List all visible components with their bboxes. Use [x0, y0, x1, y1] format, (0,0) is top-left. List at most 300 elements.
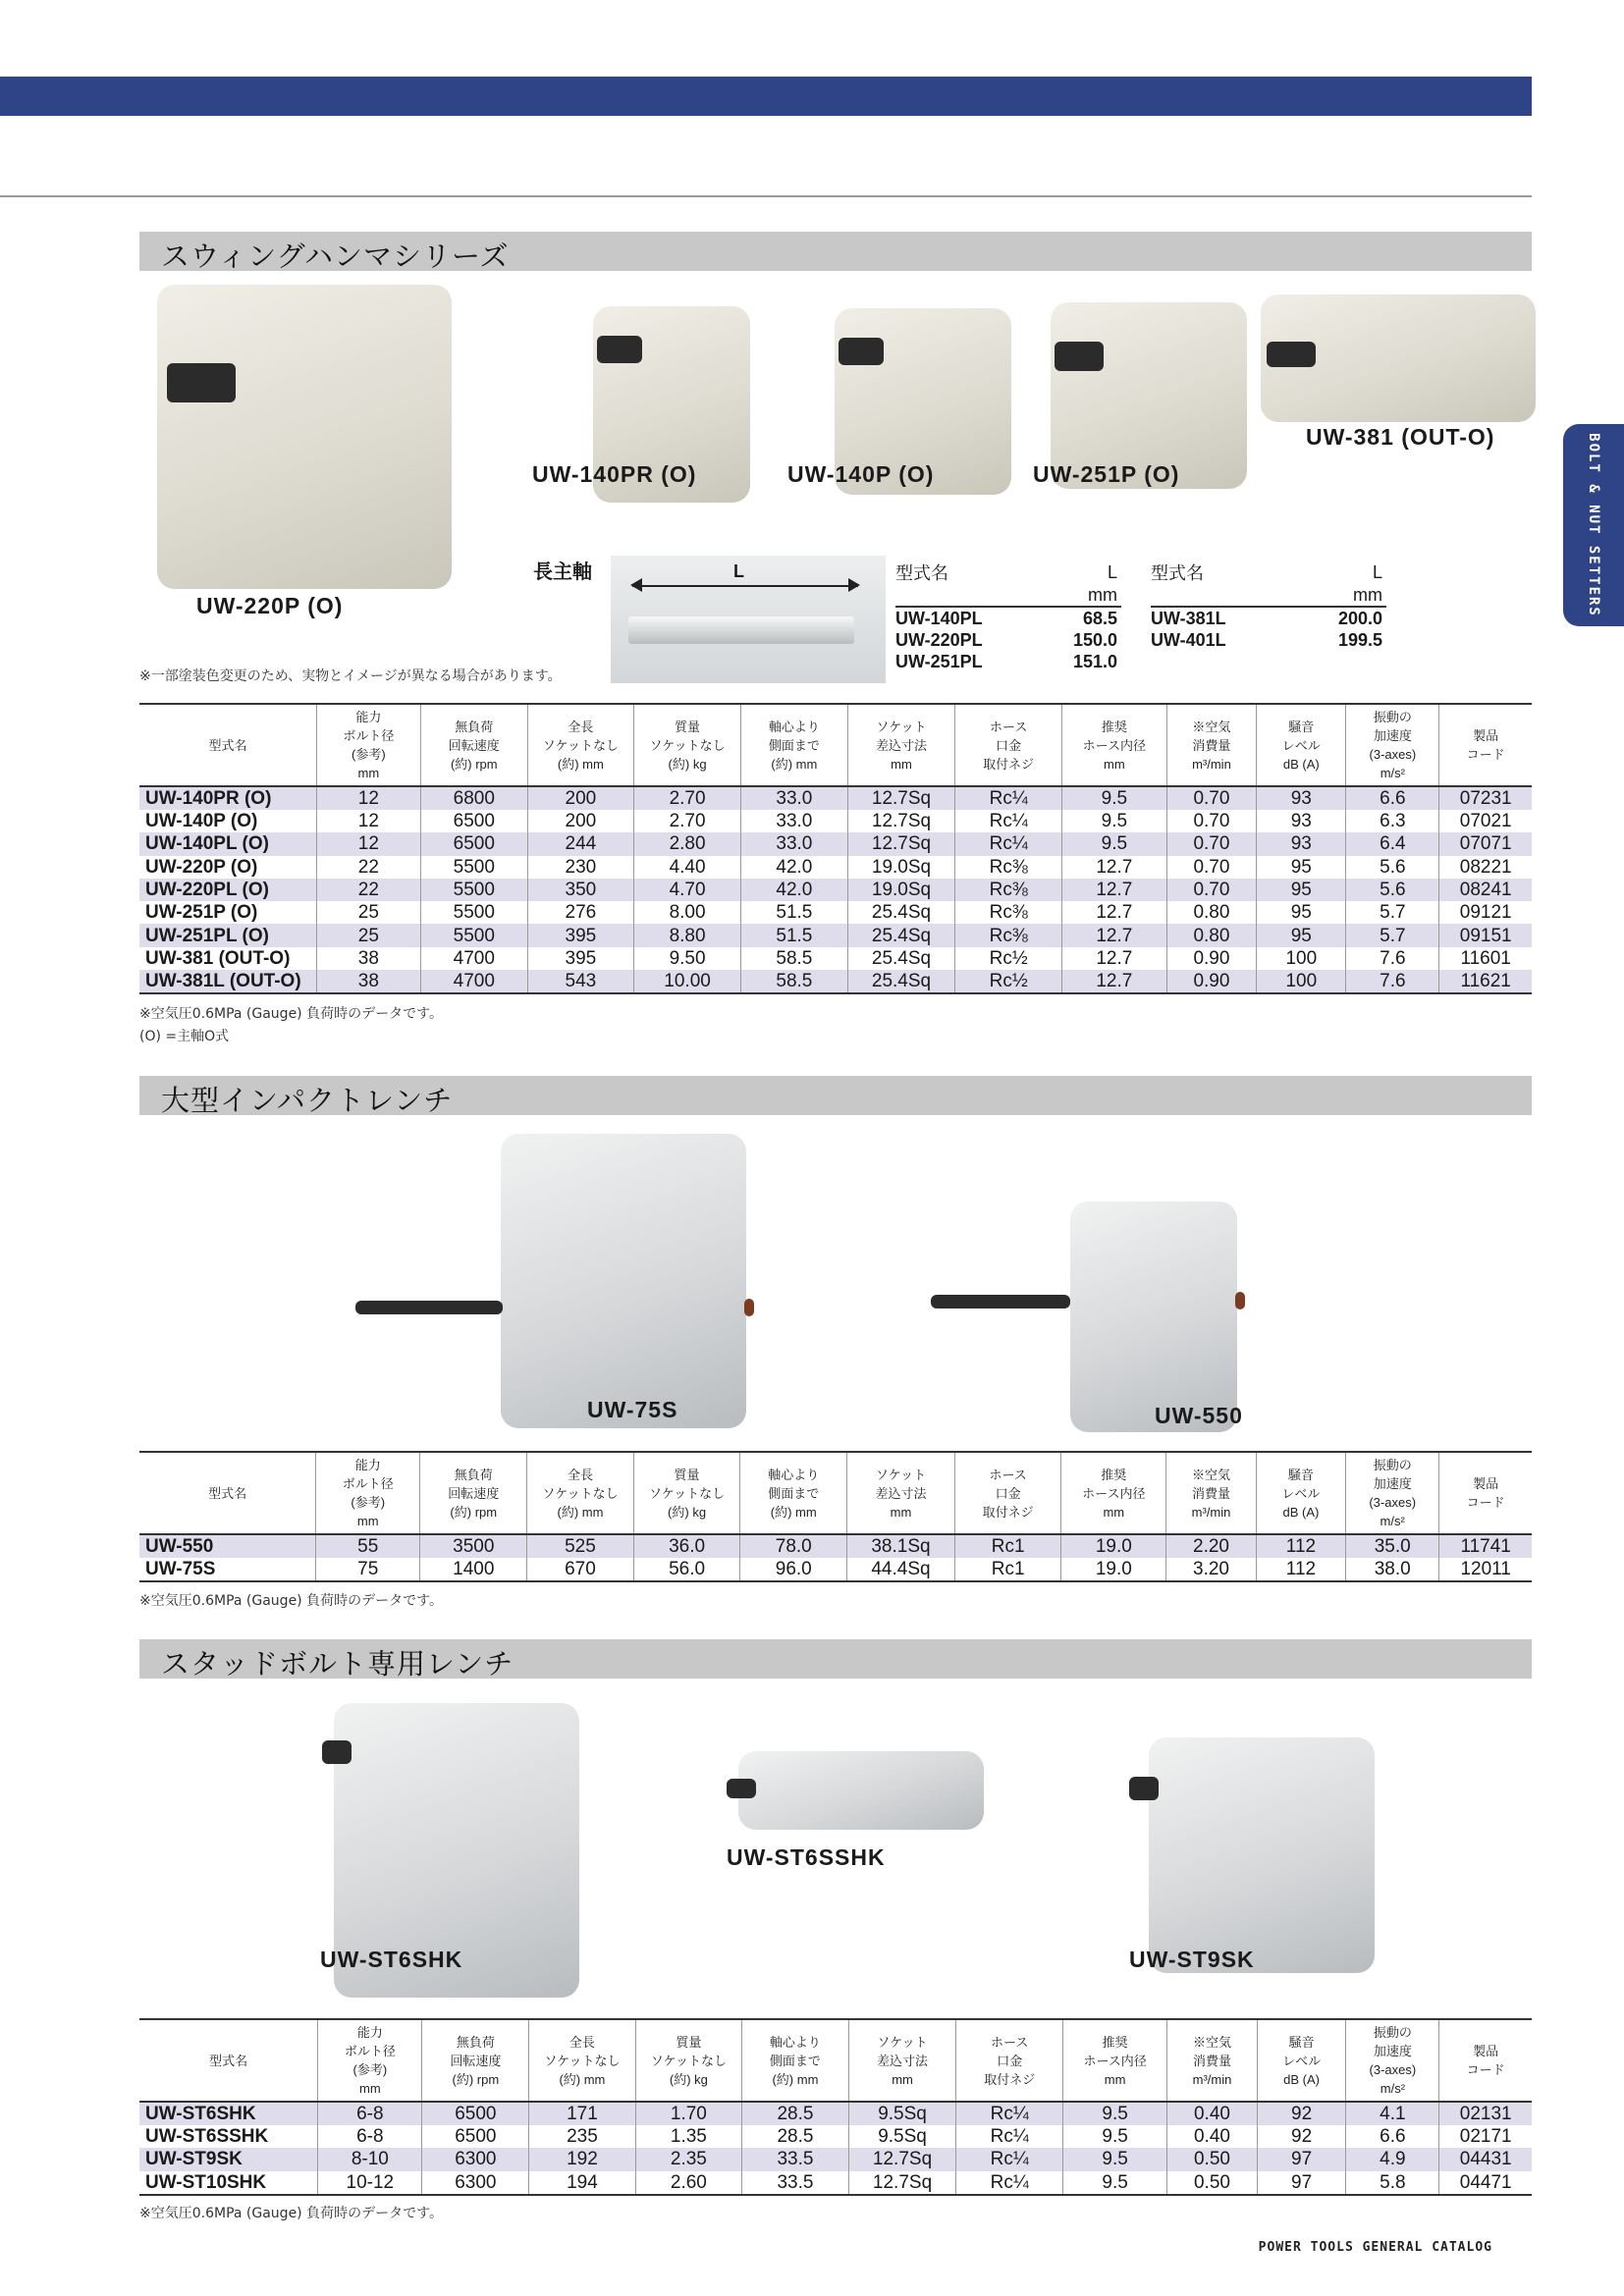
table-cell-code: 07021: [1439, 810, 1532, 832]
column-header-bolt: [316, 1452, 420, 1534]
table-cell-noise: 93: [1257, 832, 1346, 855]
table-cell-speed: 5500: [420, 879, 527, 901]
column-header-line: レベル: [1282, 2053, 1322, 2068]
column-header-line: m³/min: [1192, 756, 1231, 772]
table-cell-socket: 12.7Sq: [847, 832, 955, 855]
table-cell-side: 42.0: [741, 856, 848, 879]
table-cell-hose-inner: 12.7: [1062, 947, 1167, 970]
table-cell-side: 33.0: [741, 832, 848, 855]
table-cell-length: 244: [527, 832, 633, 855]
table-cell-bolt: 22: [316, 856, 420, 879]
column-header-line: 回転速度: [450, 2053, 502, 2068]
column-header-line: 全長: [568, 719, 594, 734]
column-header-line: ソケットなし: [648, 1485, 726, 1501]
column-header-line: (約) rpm: [450, 1504, 498, 1520]
table-note: ※空気圧0.6MPa (Gauge) 負荷時のデータです。: [139, 2206, 443, 2221]
long-col-unit: mm: [1088, 585, 1117, 605]
table-cell-socket: 9.5Sq: [848, 2125, 956, 2148]
column-header-line: 軸心より: [769, 2034, 821, 2050]
long-axis-length: 151.0: [1072, 652, 1117, 671]
table-cell-side: 28.5: [742, 2125, 849, 2148]
table-cell-air: 0.80: [1166, 924, 1257, 946]
column-header-line: (参考): [352, 2062, 388, 2077]
image-note: ※一部塗装色変更のため、実物とイメージが異なる場合があります。: [139, 668, 562, 684]
column-header-model: 型式名: [139, 2019, 318, 2102]
product-label-uw-st9sk: UW-ST9SK: [1129, 1947, 1255, 1972]
column-header-line: mm: [359, 2081, 381, 2096]
table-cell-code: 08221: [1439, 856, 1532, 879]
table-cell-bolt: 38: [316, 970, 420, 993]
column-header-line: 回転速度: [448, 737, 500, 753]
table-cell-weight: 9.50: [634, 947, 741, 970]
column-header-speed: [422, 2019, 529, 2102]
table-cell-vibration: 7.6: [1346, 947, 1439, 970]
table-cell-hose-inner: 12.7: [1062, 970, 1167, 993]
column-header-line: 無負荷: [456, 2034, 495, 2050]
table-cell-socket: 12.7Sq: [847, 810, 955, 832]
table-cell-weight: 4.40: [634, 856, 741, 879]
table-cell-side: 33.5: [742, 2171, 849, 2195]
table-cell-side: 33.0: [741, 810, 848, 832]
column-header-line: 軸心より: [768, 1467, 820, 1482]
table-cell-bolt: 10-12: [318, 2171, 422, 2195]
long-col-model: 型式名: [1151, 563, 1204, 583]
column-header-line: 側面まで: [768, 737, 820, 753]
column-header-line: mm: [891, 756, 912, 772]
long-axis-model: UW-401L: [1151, 630, 1226, 650]
column-header-line: ※空気: [1192, 2034, 1231, 2050]
column-header-line: m³/min: [1192, 2071, 1232, 2087]
table-row: [139, 2102, 1532, 2125]
table-cell-hose: Rc⅜: [955, 856, 1062, 879]
table-cell-side: 78.0: [740, 1534, 847, 1558]
long-axis-length: 200.0: [1294, 607, 1386, 629]
column-header-code: [1439, 2019, 1532, 2102]
table-cell-noise: 100: [1257, 970, 1346, 993]
product-label-uw-140p: UW-140P (O): [787, 461, 935, 487]
table-cell-air: 0.90: [1166, 970, 1257, 993]
column-header-line: (約) mm: [557, 756, 604, 772]
table-row: [139, 810, 1532, 832]
column-header-line: mm: [892, 2071, 913, 2087]
column-header-line: レベル: [1281, 1485, 1321, 1501]
table-cell-weight: 2.80: [634, 832, 741, 855]
long-col-model: 型式名: [895, 563, 948, 583]
table-cell-length: 543: [527, 970, 633, 993]
table-cell-socket: 19.0Sq: [847, 879, 955, 901]
long-axis-length: 150.0: [1072, 630, 1117, 650]
long-axis-row: [895, 651, 1121, 672]
table-cell-code: 09151: [1439, 924, 1532, 946]
table-cell-speed: 6300: [422, 2148, 529, 2170]
column-header-socket: [848, 2019, 956, 2102]
column-header-weight: [635, 2019, 742, 2102]
table-cell-hose-inner: 19.0: [1061, 1534, 1166, 1558]
table-cell-model: UW-550: [139, 1534, 316, 1558]
table-cell-bolt: 38: [316, 947, 420, 970]
table-cell-speed: 4700: [420, 947, 527, 970]
table-row: [139, 1558, 1532, 1581]
table-cell-air: 0.70: [1166, 879, 1257, 901]
column-header-line: コード: [1466, 2062, 1505, 2077]
table-cell-hose: Rc¼: [955, 810, 1062, 832]
table-cell-noise: 100: [1257, 947, 1346, 970]
table-cell-hose: Rc⅜: [955, 879, 1062, 901]
table-cell-bolt: 12: [316, 832, 420, 855]
column-header-line: (約) rpm: [452, 2071, 500, 2087]
table-cell-hose: Rc¼: [955, 832, 1062, 855]
footer-catalog-title: POWER TOOLS GENERAL CATALOG: [1258, 2240, 1492, 2255]
table-cell-length: 395: [527, 924, 633, 946]
column-header-line: 推奨: [1101, 1467, 1127, 1482]
table-cell-vibration: 38.0: [1346, 1558, 1439, 1581]
column-header-length: [527, 704, 633, 786]
table-cell-air: 0.70: [1166, 832, 1257, 855]
column-header-line: 消費量: [1192, 1485, 1231, 1501]
column-header-vibration: [1346, 1452, 1439, 1534]
table-cell-hose-inner: 19.0: [1061, 1558, 1166, 1581]
table-cell-hose: Rc¼: [955, 786, 1062, 810]
table-cell-hose: Rc½: [955, 970, 1062, 993]
column-header-line: 軸心より: [768, 719, 820, 734]
table-row: [139, 786, 1532, 810]
column-header-line: 側面まで: [768, 1485, 820, 1501]
column-header-line: (約) kg: [669, 2071, 708, 2087]
table-cell-side: 51.5: [741, 924, 848, 946]
table-cell-hose: Rc⅜: [955, 901, 1062, 924]
column-header-line: 全長: [568, 2034, 595, 2050]
table-cell-bolt: 6-8: [318, 2125, 422, 2148]
header-bar: [0, 77, 1532, 116]
table-cell-code: 12011: [1439, 1558, 1532, 1581]
column-header-line: ボルト径: [344, 2044, 396, 2058]
column-header-line: 質量: [675, 719, 701, 734]
table-cell-air: 0.40: [1167, 2102, 1258, 2125]
product-label-uw-st6shk: UW-ST6SHK: [320, 1947, 463, 1972]
table-cell-socket: 9.5Sq: [848, 2102, 956, 2125]
column-header-line: 推奨: [1101, 719, 1127, 734]
table-cell-air: 0.50: [1167, 2171, 1258, 2195]
table-cell-hose: Rc1: [954, 1558, 1061, 1581]
table-cell-bolt: 22: [316, 879, 420, 901]
product-photo-uw-381: [1261, 294, 1536, 422]
table-cell-socket: 25.4Sq: [847, 924, 955, 946]
column-header-hose-inner: [1062, 704, 1167, 786]
table-cell-hose: Rc1: [954, 1534, 1061, 1558]
table-cell-hose: Rc¼: [956, 2102, 1063, 2125]
column-header-line: 消費量: [1192, 737, 1231, 753]
long-axis-title: 長主軸: [533, 560, 592, 583]
column-header-line: mm: [356, 1514, 379, 1528]
table-cell-vibration: 5.6: [1346, 879, 1439, 901]
table-cell-hose: Rc⅜: [955, 924, 1062, 946]
column-header-side: [740, 1452, 847, 1534]
column-header-line: 口金: [996, 737, 1022, 753]
column-header-model: 型式名: [139, 1452, 316, 1534]
column-header-line: (約) mm: [772, 2071, 819, 2087]
section-header-swing-hammer: [139, 232, 1532, 271]
table-cell-hose-inner: 9.5: [1063, 2102, 1167, 2125]
column-header-line: 能力: [355, 710, 382, 724]
column-header-line: 質量: [676, 2034, 702, 2050]
table-cell-bolt: 12: [316, 786, 420, 810]
table-cell-socket: 12.7Sq: [847, 786, 955, 810]
column-header-line: コード: [1466, 1495, 1505, 1510]
column-header-code: [1439, 704, 1532, 786]
column-header-line: ボルト径: [343, 728, 395, 743]
column-header-line: 消費量: [1192, 2053, 1231, 2068]
column-header-line: ホース内径: [1082, 737, 1147, 753]
table-row: [139, 970, 1532, 993]
table-cell-length: 230: [527, 856, 633, 879]
table-cell-noise: 112: [1256, 1534, 1345, 1558]
column-header-line: 無負荷: [455, 719, 494, 734]
column-header-line: (参考): [352, 747, 386, 762]
column-header-line: ソケットなし: [650, 2053, 727, 2068]
table-cell-noise: 92: [1257, 2102, 1346, 2125]
table-cell-length: 350: [527, 879, 633, 901]
column-header-air: [1167, 2019, 1258, 2102]
column-header-line: ※空気: [1192, 719, 1231, 734]
column-header-hose: [954, 1452, 1061, 1534]
column-header-line: 製品: [1473, 728, 1499, 743]
table-cell-hose-inner: 9.5: [1062, 832, 1167, 855]
table-cell-vibration: 6.4: [1346, 832, 1439, 855]
column-header-hose-inner: [1063, 2019, 1167, 2102]
table-cell-noise: 95: [1257, 924, 1346, 946]
column-header-side: [742, 2019, 849, 2102]
column-header-line: 質量: [674, 1467, 700, 1482]
table-cell-speed: 6500: [420, 810, 527, 832]
column-header-line: 騒音: [1288, 2034, 1315, 2050]
column-header-line: ホース: [989, 1467, 1027, 1482]
table-cell-side: 96.0: [740, 1558, 847, 1581]
column-header-noise: [1256, 1452, 1345, 1534]
table-cell-weight: 56.0: [633, 1558, 740, 1581]
table-cell-model: UW-75S: [139, 1558, 316, 1581]
table-cell-socket: 38.1Sq: [847, 1534, 955, 1558]
long-axis-length: 199.5: [1337, 630, 1382, 650]
table-cell-bolt: 75: [316, 1558, 420, 1581]
table-cell-length: 171: [529, 2102, 635, 2125]
table-cell-noise: 95: [1257, 856, 1346, 879]
spec-table-large-impact: [139, 1451, 1532, 1582]
table-row: [139, 879, 1532, 901]
table-cell-vibration: 6.6: [1346, 786, 1439, 810]
table-cell-model: UW-251PL (O): [139, 924, 316, 946]
product-label-uw-75s: UW-75S: [587, 1397, 678, 1422]
table-cell-vibration: 6.6: [1346, 2125, 1439, 2148]
table-row: [139, 924, 1532, 946]
table-cell-model: UW-381 (OUT-O): [145, 947, 291, 969]
table-cell-length: 525: [527, 1534, 633, 1558]
long-axis-table-right: [1151, 560, 1386, 651]
column-header-model: 型式名: [139, 704, 316, 786]
product-photo-uw-220p: [157, 285, 452, 589]
table-cell-air: 3.20: [1166, 1558, 1257, 1581]
table-cell-vibration: 5.7: [1346, 924, 1439, 946]
table-cell-weight: 8.80: [634, 924, 741, 946]
product-photo-uw-st9sk: [1149, 1737, 1375, 1973]
column-header-line: (3-axes): [1369, 2062, 1417, 2077]
table-cell-hose-inner: 9.5: [1062, 786, 1167, 810]
section-header-large-impact: [139, 1076, 1532, 1115]
table-cell-vibration: 5.6: [1346, 856, 1439, 879]
table-cell-hose-inner: 12.7: [1062, 924, 1167, 946]
table-cell-speed: 5500: [420, 856, 527, 879]
table-cell-weight: 8.00: [634, 901, 741, 924]
table-note: ※空気圧0.6MPa (Gauge) 負荷時のデータです。: [139, 1593, 443, 1609]
column-header-line: 口金: [995, 1485, 1021, 1501]
table-cell-noise: 93: [1257, 810, 1346, 832]
table-cell-hose-inner: 9.5: [1063, 2125, 1167, 2148]
dimension-label: L: [733, 561, 744, 581]
column-header-line: 加速度: [1373, 728, 1412, 743]
table-cell-socket: 19.0Sq: [847, 856, 955, 879]
table-cell-model: UW-ST9SK: [139, 2148, 318, 2170]
table-cell-hose: Rc¼: [956, 2148, 1063, 2170]
column-header-line: mm: [890, 1504, 912, 1520]
table-row: [139, 2171, 1532, 2195]
table-cell-model: UW-220PL (O): [139, 879, 316, 901]
column-header-line: ソケットなし: [544, 2053, 621, 2068]
column-header-line: mm: [357, 766, 380, 780]
column-header-line: 加速度: [1373, 2044, 1412, 2058]
column-header-weight: [634, 704, 741, 786]
column-header-line: m³/min: [1191, 1504, 1231, 1520]
long-axis-row: [1151, 629, 1386, 651]
product-label-uw-381: UW-381 (OUT-O): [1306, 424, 1495, 450]
table-cell-weight: 10.00: [634, 970, 741, 993]
header-rule: [0, 195, 1532, 197]
table-cell-weight: 2.35: [635, 2148, 742, 2170]
column-header-line: m/s²: [1380, 766, 1405, 780]
column-header-line: 推奨: [1102, 2034, 1128, 2050]
table-cell-code: 04471: [1439, 2171, 1532, 2195]
column-header-line: 側面まで: [769, 2053, 821, 2068]
table-cell-speed: 6800: [420, 786, 527, 810]
column-header-line: 差込寸法: [875, 1485, 927, 1501]
table-cell-side: 42.0: [741, 879, 848, 901]
table-cell-air: 0.90: [1166, 947, 1257, 970]
table-cell-weight: 2.70: [634, 786, 741, 810]
column-header-line: (約) rpm: [450, 756, 498, 772]
column-header-length: [529, 2019, 635, 2102]
table-cell-speed: 6500: [420, 832, 527, 855]
column-header-line: (参考): [351, 1495, 386, 1510]
column-header-code: [1439, 1452, 1532, 1534]
column-header-side: [741, 704, 848, 786]
table-row: [139, 1534, 1532, 1558]
table-cell-bolt: 6-8: [318, 2102, 422, 2125]
table-cell-hose-inner: 9.5: [1062, 810, 1167, 832]
column-header-line: 全長: [567, 1467, 593, 1482]
table-cell-model: UW-ST6SHK: [139, 2102, 318, 2125]
table-cell-weight: 1.35: [635, 2125, 742, 2148]
product-label-uw-140pr: UW-140PR (O): [532, 461, 697, 487]
table-cell-speed: 3500: [420, 1534, 527, 1558]
table-cell-noise: 97: [1257, 2171, 1346, 2195]
table-cell-hose-inner: 9.5: [1063, 2148, 1167, 2170]
column-header-line: (約) kg: [668, 1504, 707, 1520]
table-cell-speed: 5500: [420, 924, 527, 946]
long-axis-model: UW-381L: [1151, 607, 1294, 629]
table-cell-length: 670: [527, 1558, 633, 1581]
column-header-speed: [420, 1452, 527, 1534]
table-cell-code: 02131: [1439, 2102, 1532, 2125]
table-cell-speed: 1400: [420, 1558, 527, 1581]
long-axis-table-left: [895, 560, 1121, 672]
column-header-line: (約) mm: [771, 756, 818, 772]
table-cell-vibration: 6.3: [1346, 810, 1439, 832]
table-cell-side: 33.0: [741, 786, 848, 810]
column-header-line: ソケットなし: [649, 737, 726, 753]
column-header-line: ホース内径: [1082, 1485, 1146, 1501]
table-cell-bolt: 25: [316, 901, 420, 924]
table-cell-weight: 36.0: [633, 1534, 740, 1558]
long-col-l: L: [1372, 561, 1382, 582]
column-header-line: ※空気: [1192, 1467, 1231, 1482]
table-cell-side: 28.5: [742, 2102, 849, 2125]
table-cell-weight: 1.70: [635, 2102, 742, 2125]
product-photo-uw-st6sshk: [738, 1751, 984, 1830]
table-cell-vibration: 5.8: [1346, 2171, 1439, 2195]
table-cell-noise: 97: [1257, 2148, 1346, 2170]
column-header-vibration: [1346, 2019, 1439, 2102]
column-header-line: ホース: [991, 2034, 1029, 2050]
table-cell-code: 11741: [1439, 1534, 1532, 1558]
column-header-line: 加速度: [1373, 1476, 1412, 1491]
column-header-line: m/s²: [1380, 1514, 1405, 1528]
column-header-line: (約) mm: [557, 1504, 604, 1520]
table-cell-model: UW-140PR (O): [139, 786, 316, 810]
column-header-line: 振動の: [1373, 2025, 1412, 2040]
table-cell-code: 02171: [1439, 2125, 1532, 2148]
column-header-noise: [1257, 704, 1346, 786]
product-label-uw-220p: UW-220P (O): [196, 593, 344, 618]
table-cell-code: 04431: [1439, 2148, 1532, 2170]
long-col-unit: mm: [1353, 585, 1382, 605]
table-cell-model: UW-140P (O): [145, 811, 258, 832]
column-header-air: [1166, 704, 1257, 786]
table-cell-weight: 4.70: [634, 879, 741, 901]
table-cell-speed: 6500: [422, 2125, 529, 2148]
column-header-line: ソケット: [875, 1467, 927, 1482]
table-cell-speed: 6300: [422, 2171, 529, 2195]
table-cell-air: 0.50: [1167, 2148, 1258, 2170]
table-cell-hose: Rc¼: [956, 2125, 1063, 2148]
table-cell-side: 58.5: [741, 947, 848, 970]
table-cell-vibration: 4.9: [1346, 2148, 1439, 2170]
column-header-vibration: [1346, 704, 1439, 786]
table-cell-socket: 44.4Sq: [847, 1558, 955, 1581]
long-axis-diagram: [611, 556, 886, 683]
table-cell-air: 0.70: [1166, 856, 1257, 879]
table-cell-hose-inner: 12.7: [1062, 879, 1167, 901]
column-header-line: ホース内径: [1083, 2053, 1147, 2068]
column-header-line: mm: [1104, 756, 1125, 772]
column-header-hose: [956, 2019, 1063, 2102]
table-cell-hose-inner: 9.5: [1063, 2171, 1167, 2195]
column-header-line: (約) mm: [770, 1504, 817, 1520]
column-header-line: ソケット: [876, 719, 927, 734]
table-cell-hose-inner: 12.7: [1062, 901, 1167, 924]
column-header-line: (3-axes): [1369, 747, 1417, 762]
table-cell-weight: 2.70: [634, 810, 741, 832]
table-cell-bolt: 8-10: [318, 2148, 422, 2170]
column-header-line: 無負荷: [454, 1467, 493, 1482]
table-cell-speed: 6500: [422, 2102, 529, 2125]
